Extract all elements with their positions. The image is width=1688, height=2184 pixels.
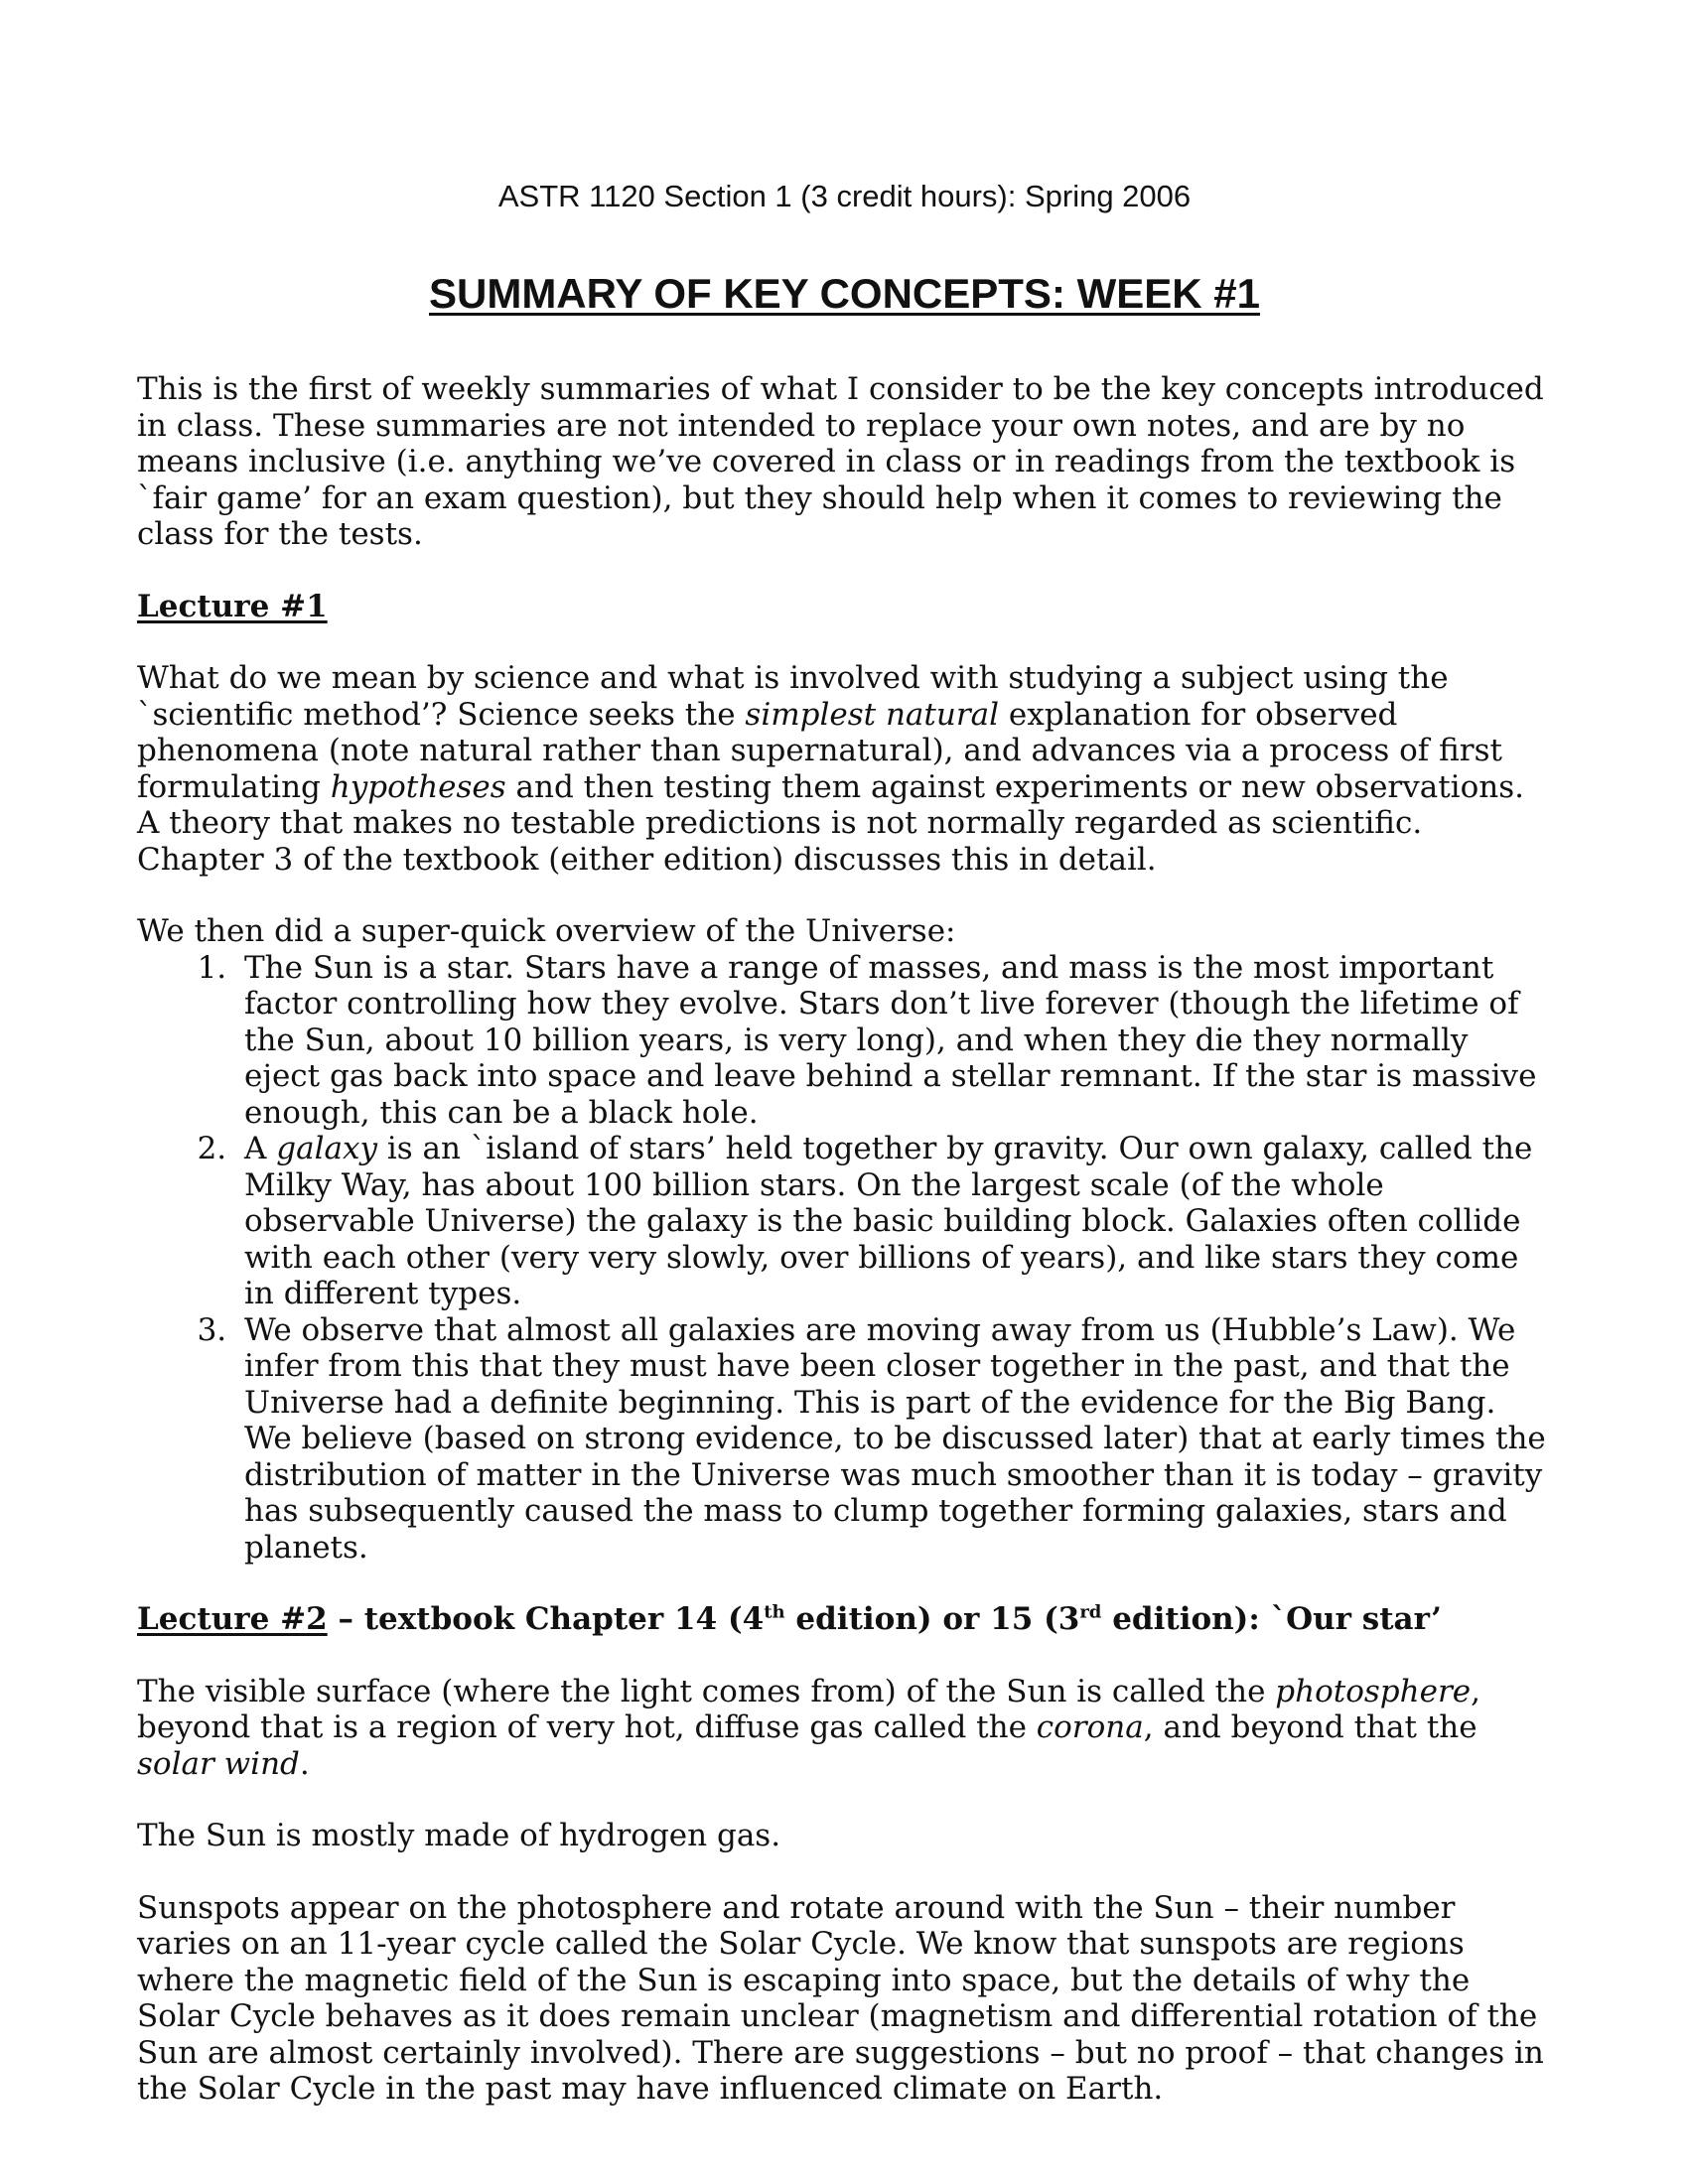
text-run: and then testing them against experiments or new observations. A theory that makes no testable predictions is not normally regarded as scientific. Chapter 3 of the textbook (either edition) discusses this in detail. — [137, 768, 1524, 878]
emphasis-solar-wind: solar wind — [137, 1745, 300, 1782]
photosphere-paragraph — [137, 1674, 1552, 1783]
superscript: th — [764, 1601, 785, 1623]
lecture2-heading — [137, 1601, 1552, 1638]
document-body — [137, 371, 1552, 2143]
emphasis-galaxy: galaxy — [276, 1131, 377, 1166]
emphasis-simplest-natural: simplest natural — [745, 696, 1000, 733]
text-run: – textbook Chapter 14 (4 — [327, 1601, 765, 1637]
intro-paragraph: This is the first of weekly summaries of what I consider to be the key concepts introduced in class. These summaries are not intended to replace your own notes, and are by no means inclusive (i.e. anything we’ve covered in class or in readings from the textbook is `fair game’ for an exam question), but they should help when it comes to reviewing the class for the tests. — [137, 371, 1544, 552]
superscript: rd — [1079, 1601, 1102, 1623]
lecture2-heading-label: Lecture #2 — [137, 1601, 328, 1637]
overview-intro: We then did a super-quick overview of the Universe: — [137, 913, 956, 949]
list-item: 1. The Sun is a star. Stars have a range of masses, and mass is the most important factor controlling how they evolve. Stars don’t live forever (though the lifetime of the Sun, about 10 billion years, is very long), and when they die they normally eject gas back into space and leave behind a stellar remnant. If the star is massive enough, this can be a black hole. — [236, 950, 1552, 1132]
text-run: . — [299, 1745, 310, 1782]
overview-list — [137, 950, 1552, 1567]
text-run: , and beyond that the — [1143, 1709, 1477, 1745]
text-run: The visible surface (where the light comes from) of the Sun is called the — [137, 1673, 1276, 1709]
lecture1-science-paragraph — [137, 660, 1552, 878]
lecture1-heading — [137, 589, 1552, 625]
list-item: 3. We observe that almost all galaxies are moving away from us (Hubble’s Law). We infer from this that they must have been closer together in the past, and that the Universe had a definite beginning. This is part of the evidence for the Big Bang. We believe (based on strong evidence, to be discussed later) that at early times the distribution of matter in the Universe was much smoother than it is today – gravity has subsequently caused the mass to clump together forming galaxies, stars and planets. — [236, 1312, 1552, 1567]
text-run: explanation for observed phenomena (note natural rather than supernatural), and advances via a process of first formulating — [137, 696, 1502, 805]
course-header: ASTR 1120 Section 1 (3 credit hours): Spring 2006 — [497, 179, 1192, 213]
emphasis-corona: corona — [1036, 1709, 1144, 1745]
list-item — [236, 1131, 1552, 1312]
text-run: edition): `Our star’ — [1101, 1601, 1442, 1637]
lecture1-heading-label: Lecture #1 — [137, 588, 328, 624]
text-run: What do we mean by science and what is involved with studying a subject using the `scientific method’? Science seeks the — [137, 660, 1449, 733]
emphasis-photosphere: photosphere — [1275, 1673, 1472, 1709]
text-run: is an `island of stars’ held together by gravity. Our own galaxy, called the Milky Way, has about 100 billion stars. On the largest scale (of the whole observable Universe) the galaxy is the basic building block. Galaxies often collide with each other (very very slowly, over billions of years), and like stars they come in different types. — [244, 1131, 1533, 1311]
hydrogen-paragraph: The Sun is mostly made of hydrogen gas. — [137, 1818, 781, 1853]
emphasis-hypotheses: hypotheses — [330, 768, 506, 805]
sunspots-paragraph: Sunspots appear on the photosphere and rotate around with the Sun – their number varies on an 11-year cycle called the Solar Cycle. We know that sunspots are regions where the magnetic field of the Sun is escaping into space, but the details of why the Solar Cycle behaves as it does remain unclear (magnetism and differential rotation of the Sun are almost certainly involved). There are suggestions – but no proof – that changes in the Solar Cycle in the past may have influenced climate on Earth. — [137, 1889, 1544, 2107]
document-title: SUMMARY OF KEY CONCEPTS: WEEK #1 — [428, 270, 1260, 317]
text-run: A — [244, 1131, 277, 1166]
text-run: , beyond that is a region of very hot, diffuse gas called the — [137, 1673, 1480, 1745]
text-run: edition) or 15 (3 — [784, 1601, 1080, 1637]
